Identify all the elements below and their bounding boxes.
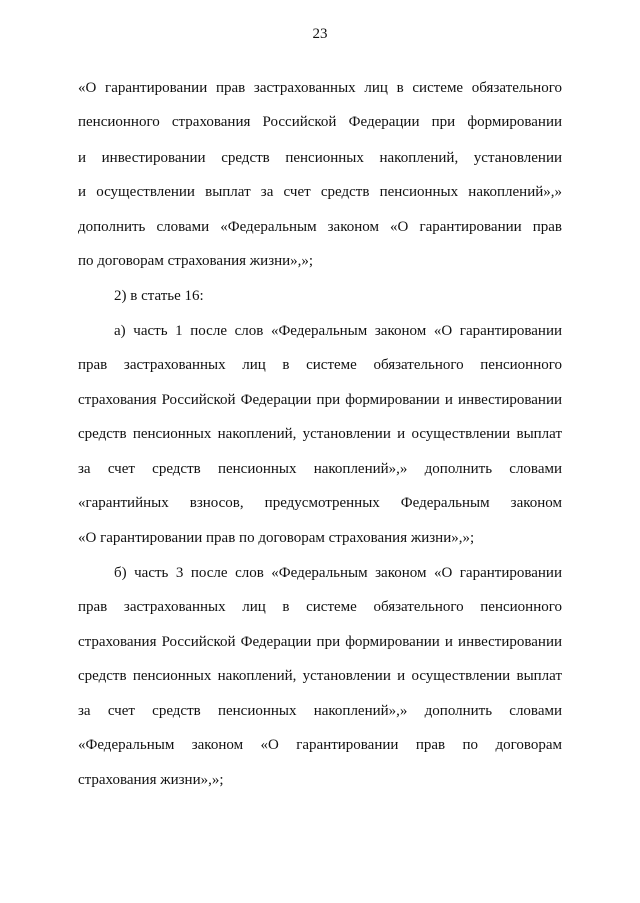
text-line: дополнить словами «Федеральным законом «О гарантировании прав	[78, 219, 562, 235]
text-line: пенсионного страхования Российской Федерации при формировании	[78, 114, 562, 130]
page-number: 23	[312, 26, 328, 42]
text-line: средств пенсионных накоплений, установлении и осуществлении выплат	[78, 668, 562, 684]
text-line: средств пенсионных накоплений, установлении и осуществлении выплат	[78, 426, 562, 442]
text-line: «О гарантировании прав застрахованных лиц в системе обязательного	[78, 80, 562, 96]
text-line: страхования Российской Федерации при формировании и инвестировании	[78, 392, 562, 408]
text-line: прав застрахованных лиц в системе обязательного пенсионного	[78, 357, 562, 373]
text-line: а) часть 1 после слов «Федеральным законом «О гарантировании	[114, 323, 562, 339]
text-line: страхования жизни»,»;	[78, 772, 224, 788]
text-line: б) часть 3 после слов «Федеральным законом «О гарантировании	[114, 565, 562, 581]
text-line: 2) в статье 16:	[114, 288, 204, 304]
text-line: по договорам страхования жизни»,»;	[78, 253, 314, 269]
text-line: страхования Российской Федерации при формировании и инвестировании	[78, 634, 562, 650]
text-line: прав застрахованных лиц в системе обязательного пенсионного	[78, 599, 562, 615]
text-line: «Федеральным законом «О гарантировании прав по договорам	[78, 737, 562, 753]
text-line: «О гарантировании прав по договорам страхования жизни»,»;	[78, 530, 475, 546]
text-line: и инвестировании средств пенсионных накоплений, установлении	[78, 150, 562, 166]
text-line: за счет средств пенсионных накоплений»,» дополнить словами	[78, 461, 562, 477]
text-line: и осуществлении выплат за счет средств пенсионных накоплений»,»	[78, 184, 562, 200]
text-line: за счет средств пенсионных накоплений»,» дополнить словами	[78, 703, 562, 719]
text-line: «гарантийных взносов, предусмотренных Федеральным законом	[78, 495, 562, 511]
